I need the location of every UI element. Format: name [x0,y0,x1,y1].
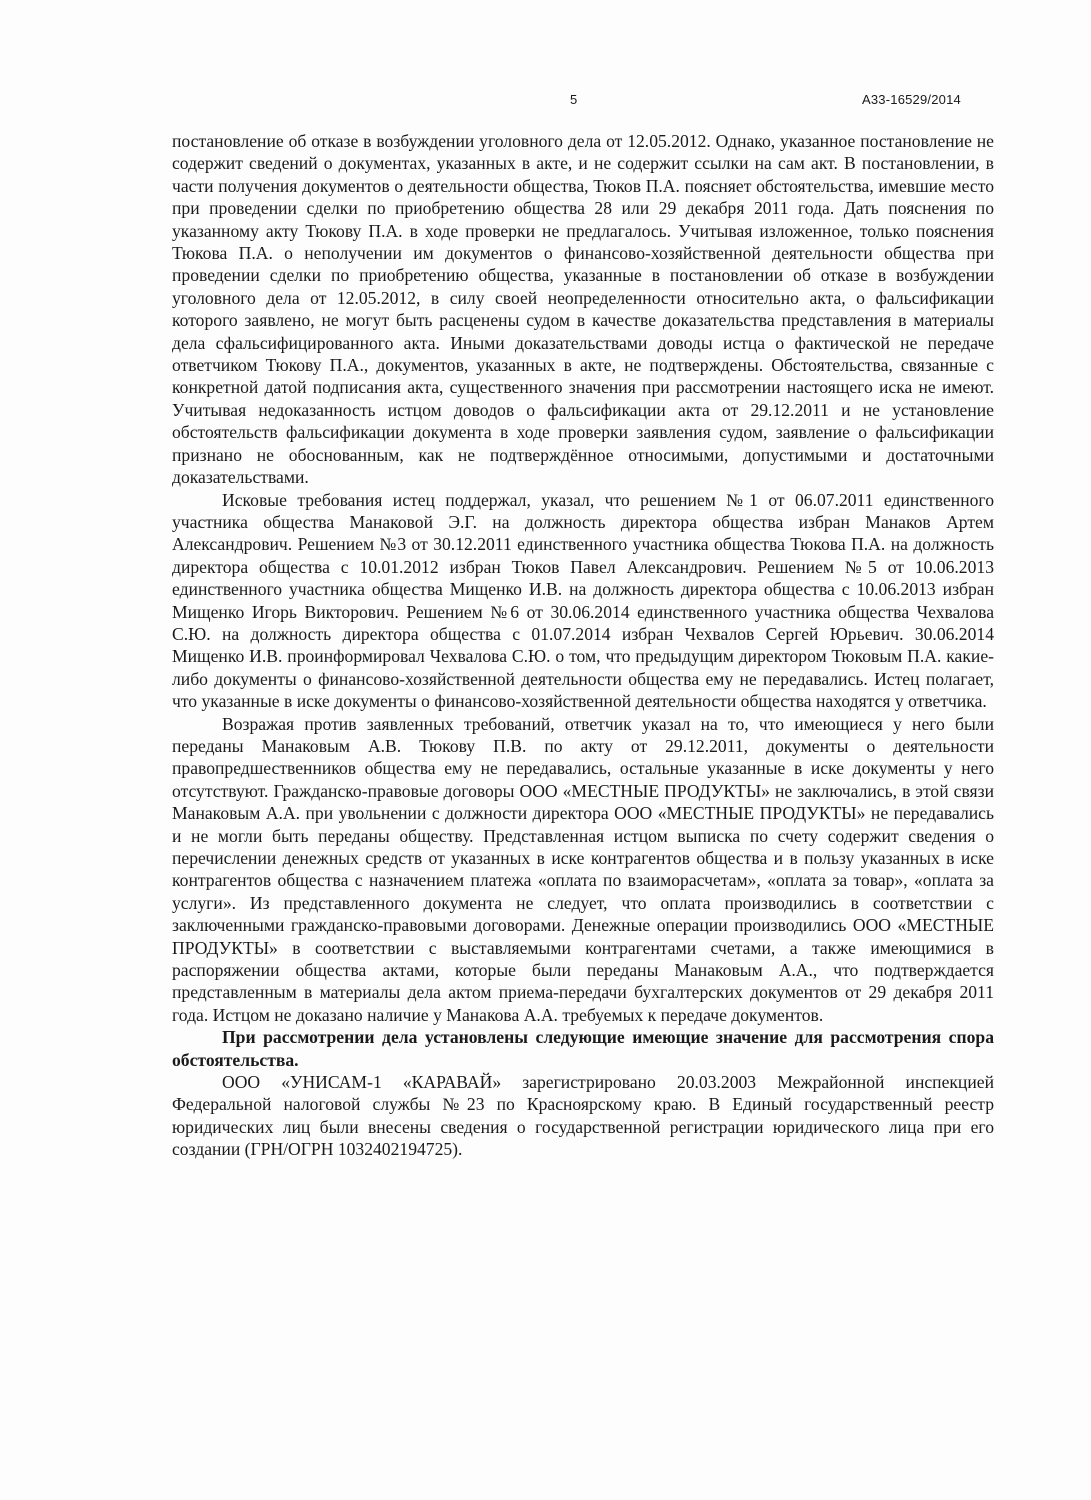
document-body [172,130,994,1161]
paragraph-defendant-objections: Возражая против заявленных требований, ответчик указал на то, что имеющиеся у него были переданы Манаковым А.В. Тюкову П.В. по акту от 29.12.2011, документы о деятельности правопредшественников общества ему не передавались, остальные указанные в иске документы у него отсутствуют. Гражданско-правовые договоры ООО «МЕСТНЫЕ ПРОДУКТЫ» не заключались, в этой связи Манаковым А.А. при увольнении с должности директора ООО «МЕСТНЫЕ ПРОДУКТЫ» не передавались и не могли быть переданы обществу. Представленная истцом выписка по счету содержит сведения о перечислении денежных средств от указанных в иске контрагентов общества и в пользу указанных в иске контрагентов общества с назначением платежа «оплата по взаиморасчетам», «оплата за товар», «оплата за услуги». Из представленного документа не следует, что оплата производились в соответствии с заключенными гражданско-правовыми договорами. Денежные операции производились ООО «МЕСТНЫЕ ПРОДУКТЫ» в соответствии с выставляемыми контрагентами счетами, а также имеющимися в распоряжении общества актами, которые были переданы Манаковым А.А., что подтверждается представленным в материалы дела актом приема-передачи бухгалтерских документов от 29 декабря 2011 года. Истцом не доказано наличие у Манакова А.А. требуемых к передаче документов. [172,713,994,1025]
paragraph-plaintiff-claims: Исковые требования истец поддержал, указал, что решением №1 от 06.07.2011 единственного участника общества Манаковой Э.Г. на должность директора общества избран Манаков Артем Александрович. Решением №3 от 30.12.2011 единственного участника общества Тюкова П.А. на должность директора общества с 10.01.2012 избран Тюков Павел Александрович. Решением №5 от 10.06.2013 единственного участника общества Мищенко И.В. на должность директора общества с 10.06.2013 избран Мищенко Игорь Викторович. Решением №6 от 30.06.2014 единственного участника общества Чехвалова С.Ю. на должность директора общества с 01.07.2014 избран Чехвалов Сергей Юрьевич. 30.06.2014 Мищенко И.В. проинформировал Чехвалова С.Ю. о том, что предыдущим директором Тюковым П.А. какие-либо документы о финансово-хозяйственной деятельности общества ему не передавались. Истец полагает, что указанные в иске документы о финансово-хозяйственной деятельности общества находятся у ответчика. [172,489,994,712]
section-heading-established-circumstances: При рассмотрении дела установлены следующие имеющие значение для рассмотрения спора обстоятельства. [172,1027,994,1070]
page-number: 5 [570,92,578,107]
paragraph-falsification-conclusion: постановление об отказе в возбуждении уголовного дела от 12.05.2012. Однако, указанное постановление не содержит сведений о документах, указанных в акте, и не содержит ссылки на сам акт. В постановлении, в части получения документов о деятельности общества, Тюков П.А. поясняет обстоятельства, имевшие место при проведении сделки по приобретению общества 28 или 29 декабря 2011 года. Дать пояснения по указанному акту Тюкову П.А. в ходе проверки не предлагалось. Учитывая изложенное, только пояснения Тюкова П.А. о неполучении им документов о финансово-хозяйственной деятельности общества при проведении сделки по приобретению общества, указанные в постановлении об отказе в возбуждении уголовного дела от 12.05.2012, в силу своей неопределенности относительно акта, о фальсификации которого заявлено, не могут быть расценены судом в качестве доказательства представления в материалы дела сфальсифицированного акта. Иными доказательствами доводы истца о фактической не передаче ответчиком Тюкову П.А., документов, указанных в акте, не подтверждены. Обстоятельства, связанные с конкретной датой подписания акта, существенного значения при рассмотрении настоящего иска не имеют. Учитывая недоказанность истцом доводов о фальсификации акта от 29.12.2011 и не установление обстоятельств фальсификации документа в ходе проверки заявления судом, заявление о фальсификации признано не обоснованным, как не подтверждённое относимыми, допустимыми и достаточными доказательствами. [172,131,994,488]
case-number: А33-16529/2014 [862,92,961,107]
paragraph-company-registration: ООО «УНИСАМ-1 «КАРАВАЙ» зарегистрировано 20.03.2003 Межрайонной инспекцией Федеральной налоговой службы №23 по Красноярскому краю. В Единый государственный реестр юридических лиц были внесены сведения о государственной регистрации юридического лица при его создании (ГРН/ОГРН 1032402194725). [172,1072,994,1160]
